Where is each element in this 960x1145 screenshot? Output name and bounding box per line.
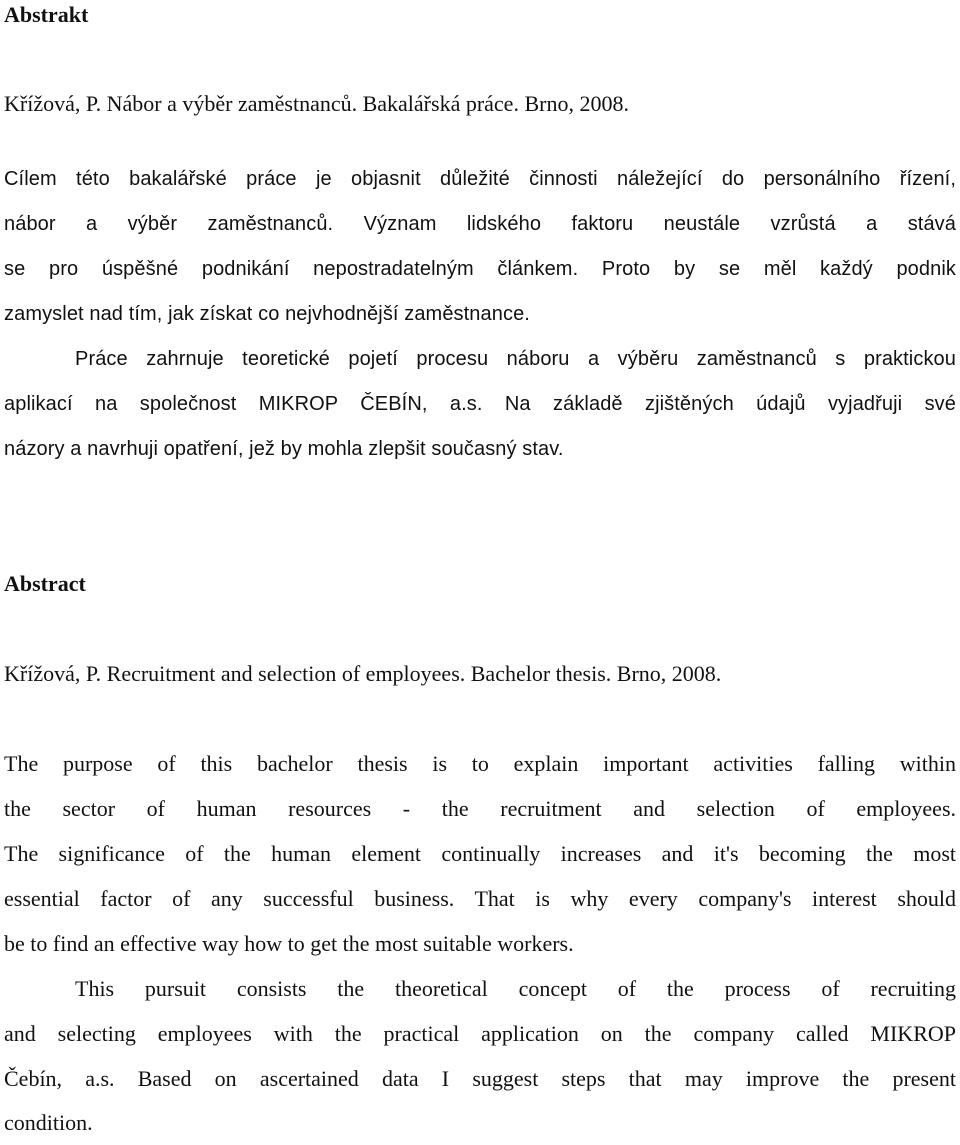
- abstrakt-para1-line: se pro úspěšné podnikání nepostradatelným článkem. Proto by se měl každý podnik: [4, 258, 956, 280]
- abstrakt-para1-line: nábor a výběr zaměstnanců. Význam lidského faktoru neustále vzrůstá a stává: [4, 213, 956, 235]
- abstrakt-para1-line: zamyslet nad tím, jak získat co nejvhodnější zaměstnance.: [4, 303, 530, 325]
- abstract-para1-line: essential factor of any successful business. That is why every company's interest should: [4, 886, 956, 911]
- abstract-citation: Křížová, P. Recruitment and selection of employees. Bachelor thesis. Brno, 2008.: [4, 661, 722, 686]
- abstrakt-citation: Křížová, P. Nábor a výběr zaměstnanců. Bakalářská práce. Brno, 2008.: [4, 91, 629, 116]
- abstract-para2-line: This pursuit consists the theoretical concept of the process of recruiting: [75, 976, 956, 1001]
- abstrakt-para2-line: názory a navrhuji opatření, jež by mohla zlepšit současný stav.: [4, 438, 564, 460]
- abstrakt-para2-line: Práce zahrnuje teoretické pojetí procesu náboru a výběru zaměstnanců s praktickou: [75, 348, 956, 370]
- abstract-para2-line: condition.: [4, 1110, 93, 1135]
- abstract-para1-line: the sector of human resources - the recruitment and selection of employees.: [4, 796, 956, 821]
- abstract-para2-line: and selecting employees with the practical application on the company called MIKROP: [4, 1021, 956, 1046]
- abstrakt-heading: Abstrakt: [4, 2, 89, 27]
- abstract-para1-line: The purpose of this bachelor thesis is to explain important activities falling within: [4, 751, 956, 776]
- abstract-para1-line: be to find an effective way how to get the most suitable workers.: [4, 931, 574, 956]
- abstrakt-para2-line: aplikací na společnost MIKROP ČEBÍN, a.s. Na základě zjištěných údajů vyjadřuji své: [4, 393, 956, 415]
- abstract-para2-line: Čebín, a.s. Based on ascertained data I suggest steps that may improve the present: [4, 1066, 956, 1091]
- abstract-para1-line: The significance of the human element continually increases and it's becoming the most: [4, 841, 956, 866]
- abstrakt-para1-line: Cílem této bakalářské práce je objasnit důležité činnosti náležející do personálního řízení,: [4, 168, 956, 190]
- abstract-heading: Abstract: [4, 571, 86, 596]
